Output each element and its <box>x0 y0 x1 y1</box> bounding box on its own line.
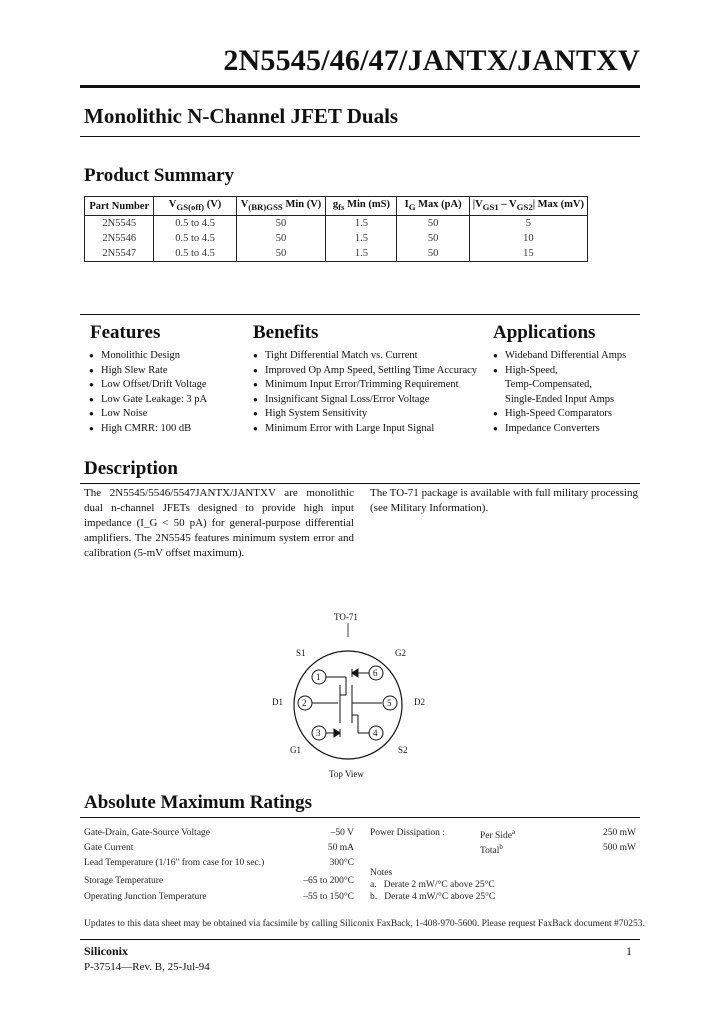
rating-row: Lead Temperature (1/16" from case for 10 sec.) 300°C <box>84 858 354 868</box>
list-item: ● Minimum Input Error/Trimming Requirement <box>253 378 477 393</box>
to71-pin-diagram <box>262 605 442 783</box>
footer-rule <box>80 939 640 940</box>
table-row <box>85 216 588 232</box>
bullet-icon: ● <box>89 365 94 375</box>
list-item: ● Low Noise <box>89 407 207 422</box>
cell: 50 <box>397 231 469 246</box>
product-summary-table <box>84 196 588 262</box>
cell: 10 <box>469 231 587 246</box>
table-row <box>85 231 588 246</box>
list-item-continuation: Single-Ended Input Amps <box>505 393 615 405</box>
benefits-list <box>253 349 477 437</box>
update-notice: Updates to this data sheet may be obtained via facsimile by calling Siliconix FaxBack, 1-408-970-5600. Please request FaxBack document #70253. <box>84 919 645 929</box>
package-label: TO-71 <box>334 612 358 622</box>
notes-heading: Notes <box>370 868 393 878</box>
cell: 50 <box>397 216 469 232</box>
cell: 0.5 to 4.5 <box>154 216 236 232</box>
list-item: ● High System Sensitivity <box>253 407 477 422</box>
pin-label-d1: D1 <box>272 697 283 707</box>
pin-label-d2: D2 <box>414 697 425 707</box>
col-vbr-gss: $V_{(BR)GSS}$ Min (V) <box>236 197 326 216</box>
diagram-caption: Top View <box>329 769 364 779</box>
col-part-number: Part Number <box>85 197 154 216</box>
applications-heading: Applications <box>493 322 596 343</box>
list-item: ● Impedance Converters <box>493 422 626 437</box>
cell: 2N5546 <box>85 231 154 246</box>
list-item: ● Monolithic Design <box>89 349 207 364</box>
pin-number: 6 <box>373 668 378 678</box>
table-row <box>85 246 588 262</box>
bullet-icon: ● <box>89 423 94 433</box>
table-header-row <box>85 197 588 216</box>
note-item: a. Derate 2 mW/°C above 25°C <box>370 880 495 890</box>
list-item: ● High-Speed Comparators <box>493 407 626 422</box>
cell: 1.5 <box>326 216 397 232</box>
benefits-heading: Benefits <box>253 322 319 343</box>
bullet-icon: ● <box>89 351 94 360</box>
cell: 50 <box>397 246 469 262</box>
list-item: ● Low Offset/Drift Voltage <box>89 378 207 393</box>
bullet-icon: ● <box>253 365 258 375</box>
power-dissipation-label: Power Dissipation : <box>370 828 445 838</box>
list-item: ● High CMRR: 100 dB <box>89 422 207 437</box>
cell: 1.5 <box>326 246 397 262</box>
cell: 2N5545 <box>85 216 154 232</box>
cell: 15 <box>469 246 587 262</box>
pin-label-g2: G2 <box>395 648 406 658</box>
pin-number: 3 <box>316 728 321 738</box>
col-ig: $I_G$ Max (pA) <box>397 197 469 216</box>
applications-list <box>493 349 626 437</box>
features-heading: Features <box>90 322 161 343</box>
pin-number: 5 <box>387 698 392 708</box>
col-vgs-off: $V_{GS(off)}$ (V) <box>154 197 236 216</box>
bullet-icon: ● <box>89 394 94 404</box>
bullet-icon: ● <box>493 365 498 375</box>
rating-row: Gate Current 50 mA <box>84 843 354 853</box>
pin-number: 2 <box>302 698 307 708</box>
bullet-icon: ● <box>253 380 258 390</box>
list-item: ● Insignificant Signal Loss/Error Voltage <box>253 393 477 408</box>
list-item: ● Wideband Differential Amps <box>493 349 626 364</box>
col-gfs: $g_{fs}$ Min (mS) <box>326 197 397 216</box>
cell: 0.5 to 4.5 <box>154 246 236 262</box>
product-summary-heading: Product Summary <box>84 165 235 186</box>
abs-max-rule <box>80 817 640 818</box>
rating-row: Gate-Drain, Gate-Source Voltage –50 V <box>84 828 354 838</box>
features-list <box>89 349 207 437</box>
description-rule <box>80 483 640 484</box>
note-item: b. Derate 4 mW/°C above 25°C <box>370 892 496 902</box>
pin-number: 1 <box>316 672 321 682</box>
subtitle-rule <box>80 136 640 137</box>
bullet-icon: ● <box>253 423 258 433</box>
abs-max-heading: Absolute Maximum Ratings <box>84 792 313 813</box>
document-title: 2N5545/46/47/JANTX/JANTXV <box>223 44 640 77</box>
list-item: ● High-Speed, <box>493 364 626 379</box>
bullet-icon: ● <box>89 380 94 390</box>
section-rule <box>80 314 640 315</box>
cell: 5 <box>469 216 587 232</box>
rating-row: Per Side$^a$ 250 mW <box>480 828 636 842</box>
bullet-icon: ● <box>89 409 94 419</box>
list-item: ● Low Gate Leakage: 3 pA <box>89 393 207 408</box>
cell: 2N5547 <box>85 246 154 262</box>
cell: 1.5 <box>326 231 397 246</box>
footer-brand: Siliconix <box>84 944 129 958</box>
bullet-icon: ● <box>493 351 498 360</box>
list-item: ● Improved Op Amp Speed, Settling Time Accuracy <box>253 364 477 379</box>
cell: 50 <box>236 246 326 262</box>
list-item: ● High Slew Rate <box>89 364 207 379</box>
list-item: ● Minimum Error with Large Input Signal <box>253 422 477 437</box>
footer-revision: P-37514—Rev. B, 25-Jul-94 <box>84 961 210 973</box>
bullet-icon: ● <box>493 423 498 433</box>
header-rule <box>80 85 640 88</box>
rating-row: Storage Temperature –65 to 200°C <box>84 876 354 886</box>
bullet-icon: ● <box>493 409 498 419</box>
bullet-icon: ● <box>253 394 258 404</box>
rating-row: Total$^b$ 500 mW <box>480 843 636 857</box>
pin-label-s1: S1 <box>296 648 306 658</box>
bullet-icon: ● <box>253 351 258 360</box>
pin-number: 4 <box>373 728 378 738</box>
cell: 50 <box>236 216 326 232</box>
pin-label-g1: G1 <box>290 745 301 755</box>
list-item-continuation: Temp-Compensated, <box>505 379 593 391</box>
rating-row: Operating Junction Temperature –55 to 150°C <box>84 892 354 902</box>
description-left-text: The 2N5545/5546/5547JANTX/JANTXV are monolithic dual n-channel JFETs designed to provide high input impedance (I_G < 50 pA) for general-purpose differential amplifiers. The 2N5545 features minimum system error and calibration (5-mV offset maximum). <box>84 487 354 559</box>
list-item: ● Tight Differential Match vs. Current <box>253 349 477 364</box>
col-vgs-diff: $|V_{GS1} - V_{GS2}|$ Max (mV) <box>469 197 587 216</box>
document-subtitle: Monolithic N-Channel JFET Duals <box>84 104 399 128</box>
page-number: 1 <box>626 944 632 958</box>
bullet-icon: ● <box>253 409 258 419</box>
description-heading: Description <box>84 458 178 479</box>
description-right-text: The TO-71 package is available with full military processing (see Military Information). <box>370 487 638 514</box>
cell: 0.5 to 4.5 <box>154 231 236 246</box>
cell: 50 <box>236 231 326 246</box>
pin-label-s2: S2 <box>398 745 408 755</box>
